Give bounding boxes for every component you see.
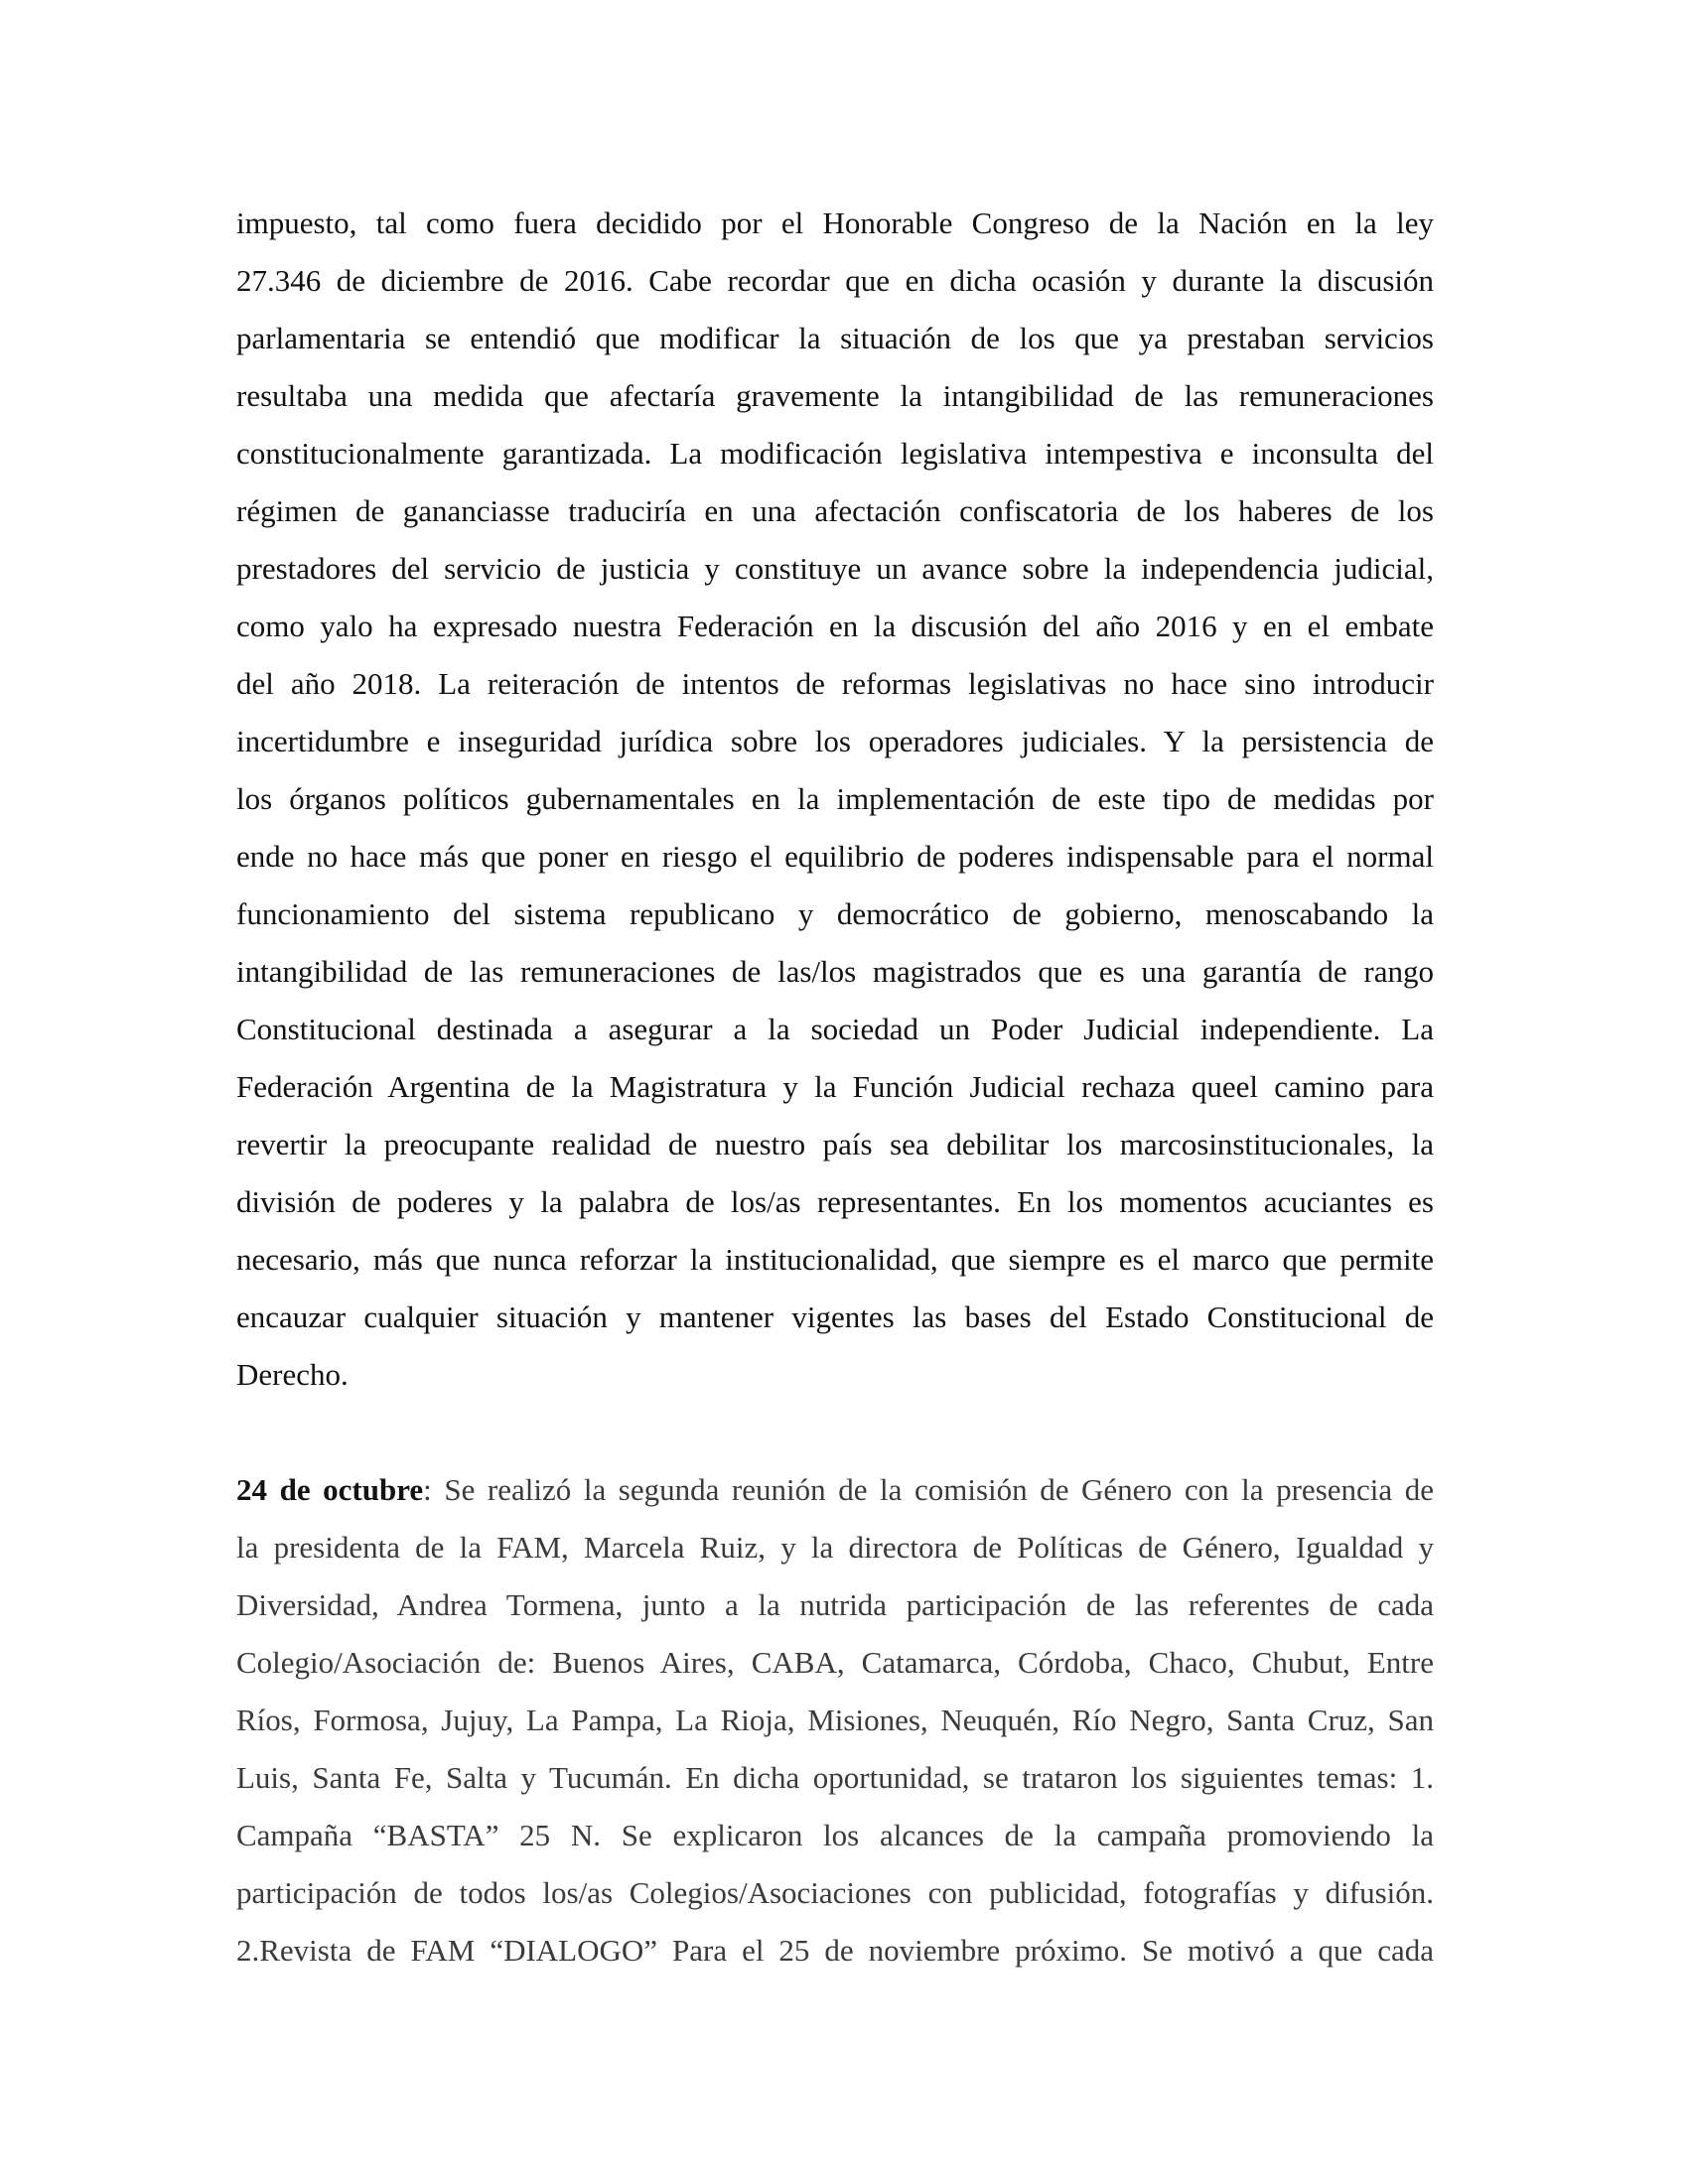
paragraph-line: Colegio/Asociación de: Buenos Aires, CABA, Catamarca, Córdoba, Chaco, Chubut, Entre [236, 1645, 1434, 1680]
paragraph-line: Ríos, Formosa, Jujuy, La Pampa, La Rioja, Misiones, Neuquén, Río Negro, Santa Cruz, San [236, 1703, 1434, 1737]
paragraph-line: incertidumbre e inseguridad jurídica sobre los operadores judiciales. Y la persistencia de [236, 724, 1434, 758]
paragraph-line: prestadores del servicio de justicia y constituye un avance sobre la independencia judicial, [236, 551, 1434, 586]
paragraph-line: Diversidad, Andrea Tormena, junto a la nutrida participación de las referentes de cada [236, 1587, 1434, 1622]
paragraph-line: impuesto, tal como fuera decidido por el Honorable Congreso de la Nación en la ley [236, 205, 1434, 240]
paragraph-line: Luis, Santa Fe, Salta y Tucumán. En dicha oportunidad, se trataron los siguientes temas: 1. [236, 1760, 1434, 1795]
paragraph-line [236, 1461, 1434, 1519]
entry-text: : Se realizó la segunda reunión de la comisión de Género con la presencia de [423, 1472, 1434, 1507]
paragraph-line: los órganos políticos gubernamentales en la implementación de este tipo de medidas por [236, 781, 1434, 816]
paragraph-line: encauzar cualquier situación y mantener vigentes las bases del Estado Constitucional de [236, 1299, 1434, 1334]
paragraph-line: constitucionalmente garantizada. La modificación legislativa intempestiva e inconsulta del [236, 436, 1434, 471]
paragraph-spacer [236, 1404, 1434, 1461]
paragraph-line: Constitucional destinada a asegurar a la sociedad un Poder Judicial independiente. La [236, 1012, 1434, 1046]
paragraph-ganancias [236, 195, 1434, 1404]
paragraph-line: la presidenta de la FAM, Marcela Ruiz, y la directora de Políticas de Género, Igualdad y [236, 1530, 1434, 1565]
paragraph-line: ende no hace más que poner en riesgo el equilibrio de poderes indispensable para el normal [236, 839, 1434, 874]
document-body [236, 195, 1434, 1979]
paragraph-line: parlamentaria se entendió que modificar la situación de los que ya prestaban servicios [236, 321, 1434, 355]
paragraph-line: Federación Argentina de la Magistratura y la Función Judicial rechaza queel camino para [236, 1069, 1434, 1104]
paragraph-line: Derecho. [236, 1357, 349, 1392]
paragraph-line: revertir la preocupante realidad de nuestro país sea debilitar los marcosinstitucionales, la [236, 1127, 1434, 1161]
paragraph-line: 27.346 de diciembre de 2016. Cabe recordar que en dicha ocasión y durante la discusión [236, 263, 1434, 298]
paragraph-24-octubre [236, 1461, 1434, 1979]
paragraph-line: del año 2018. La reiteración de intentos de reformas legislativas no hace sino introducir [236, 666, 1434, 701]
paragraph-line: resultaba una medida que afectaría gravemente la intangibilidad de las remuneraciones [236, 378, 1434, 413]
paragraph-line: como yalo ha expresado nuestra Federación en la discusión del año 2016 y en el embate [236, 609, 1434, 643]
paragraph-line: 2.Revista de FAM “DIALOGO” Para el 25 de noviembre próximo. Se motivó a que cada [236, 1933, 1434, 1968]
paragraph-line: necesario, más que nunca reforzar la institucionalidad, que siempre es el marco que permite [236, 1242, 1434, 1277]
paragraph-line: intangibilidad de las remuneraciones de las/los magistrados que es una garantía de rango [236, 954, 1434, 989]
paragraph-line: régimen de gananciasse traduciría en una afectación confiscatoria de los haberes de los [236, 493, 1434, 528]
entry-date: 24 de octubre [236, 1472, 424, 1507]
paragraph-line: funcionamiento del sistema republicano y democrático de gobierno, menoscabando la [236, 896, 1434, 931]
paragraph-line: Campaña “BASTA” 25 N. Se explicaron los alcances de la campaña promoviendo la [236, 1818, 1434, 1852]
paragraph-line: división de poderes y la palabra de los/as representantes. En los momentos acuciantes es [236, 1184, 1434, 1219]
paragraph-line: participación de todos los/as Colegios/Asociaciones con publicidad, fotografías y difusión. [236, 1875, 1434, 1910]
